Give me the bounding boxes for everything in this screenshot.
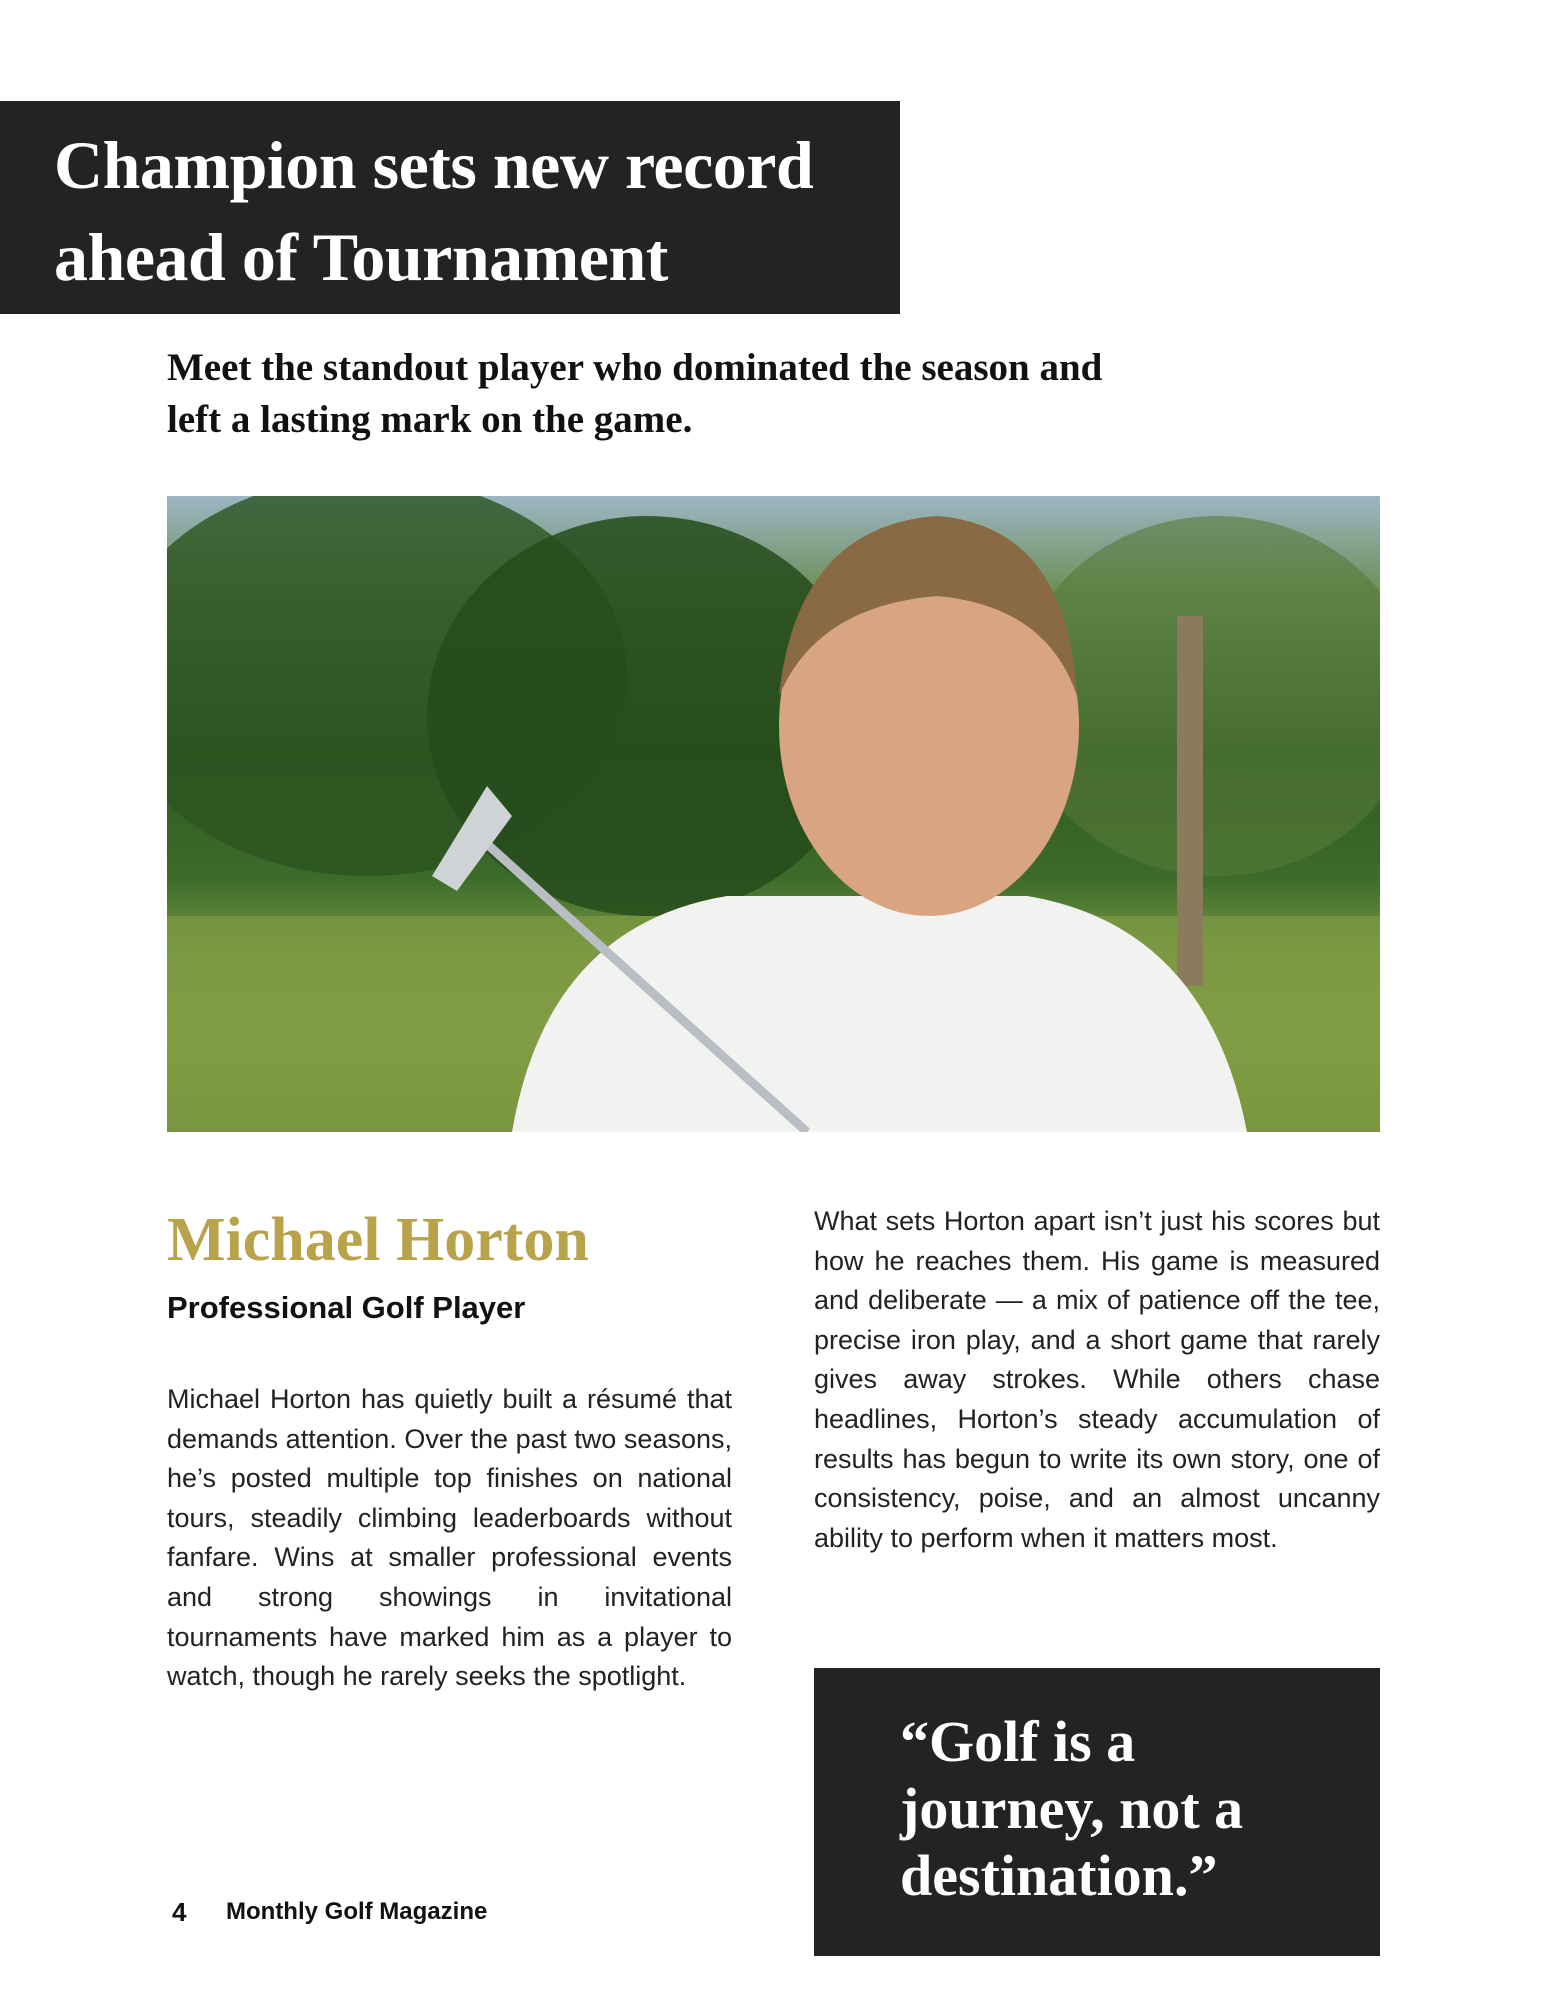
article-title: Champion sets new record ahead of Tournament bbox=[54, 127, 814, 295]
player-role: Professional Golf Player bbox=[167, 1290, 526, 1325]
title-banner bbox=[0, 101, 900, 314]
page-number: 4 bbox=[172, 1897, 187, 1927]
pull-quote-box bbox=[814, 1668, 1380, 1956]
golfer-illustration bbox=[167, 496, 1380, 1132]
pull-quote: “Golf is a journey, not a destination.” bbox=[900, 1709, 1244, 1908]
player-name: Michael Horton bbox=[167, 1206, 589, 1274]
golfer-photo bbox=[167, 496, 1380, 1132]
article-subtitle: Meet the standout player who dominated the season and left a lasting mark on the game. bbox=[167, 346, 1103, 441]
article-body-left: Michael Horton has quietly built a résumé that demands attention. Over the past two seasons, he’s posted multiple top finishes on national tours, steadily climbing leaderboards without fanfare. Wins at smaller professional events and strong showings in invitational tournaments have marked him as a player to watch, though he rarely seeks the spotlight. bbox=[167, 1384, 732, 1692]
article-body-right: What sets Horton apart isn’t just his scores but how he reaches them. His game is measured and deliberate — a mix of patience off the tee, precise iron play, and a short game that rarely gives away strokes. While others chase headlines, Horton’s steady accumulation of results has begun to write its own story, one of consistency, poise, and an almost uncanny ability to perform when it matters most. bbox=[814, 1206, 1380, 1553]
magazine-name: Monthly Golf Magazine bbox=[226, 1898, 488, 1925]
